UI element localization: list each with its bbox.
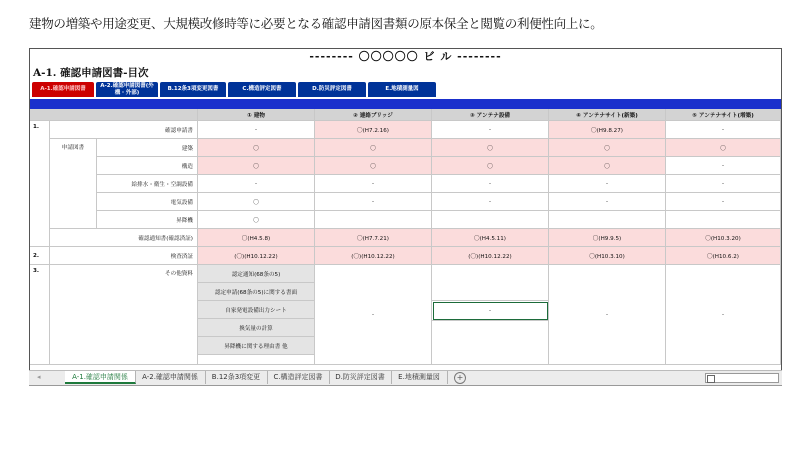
- nav-button-d[interactable]: D.防災評定図書: [298, 82, 366, 97]
- cell[interactable]: [315, 211, 432, 229]
- row-label-shokoki[interactable]: 昇降機: [97, 211, 198, 229]
- sheet-tab-b[interactable]: B.12条3項変更: [205, 371, 268, 384]
- section-number[interactable]: 3.: [30, 265, 50, 365]
- cell[interactable]: [432, 321, 549, 365]
- cell[interactable]: 〇: [432, 157, 549, 175]
- page-caption: 建物の増築や用途変更、大規模改修時等に必要となる確認申請図書類の原本保全と閲覧の利便性向上に。: [29, 16, 603, 31]
- cell[interactable]: 〇: [198, 211, 315, 229]
- column-header[interactable]: ① 建物: [198, 109, 315, 121]
- row-label-kyuhaisui[interactable]: 給排水・衛生・空調設備: [97, 175, 198, 193]
- cell[interactable]: 〇: [315, 139, 432, 157]
- cell[interactable]: (〇)(H10.12.22): [432, 247, 549, 265]
- cell[interactable]: 〇: [198, 139, 315, 157]
- section-number[interactable]: 2.: [30, 247, 50, 265]
- cell[interactable]: -: [666, 175, 781, 193]
- selected-cell[interactable]: -: [432, 301, 549, 321]
- nav-underline-bar: [30, 99, 781, 109]
- nav-button-e[interactable]: E.地積測量図: [368, 82, 436, 97]
- nav-button-a1[interactable]: A-1.確認申請図書: [32, 82, 94, 97]
- sheet-title: A-1. 確認申請図書-目次: [33, 67, 149, 79]
- tab-scroll-left-icon[interactable]: ◂: [37, 373, 41, 381]
- cell[interactable]: 〇: [666, 139, 781, 157]
- spreadsheet-window: [29, 48, 782, 386]
- row-label-denki[interactable]: 電気設備: [97, 193, 198, 211]
- cell[interactable]: 〇: [549, 157, 666, 175]
- cell[interactable]: 〇: [549, 139, 666, 157]
- sheet-tab-a1[interactable]: A-1.確認申請関係: [65, 371, 136, 384]
- column-header[interactable]: ④ アンテナサイト(新築): [549, 109, 666, 121]
- row-label-sonota[interactable]: その他資料: [50, 265, 198, 365]
- header-blank: [30, 109, 198, 121]
- cell[interactable]: 〇: [198, 193, 315, 211]
- cell[interactable]: 〇(H4.5.11): [432, 229, 549, 247]
- cell[interactable]: -: [666, 157, 781, 175]
- other-doc-item[interactable]: 昇降機に関する理由書 他: [198, 337, 315, 355]
- cell[interactable]: 〇(H9.9.5): [549, 229, 666, 247]
- cell[interactable]: -: [315, 193, 432, 211]
- sheet-tab-e[interactable]: E.地積測量図: [391, 371, 448, 384]
- other-doc-item[interactable]: 認定申請(68条の5)に関する書面: [198, 283, 315, 301]
- nav-button-b[interactable]: B.12条3項変更図書: [160, 82, 226, 97]
- cell[interactable]: 〇: [432, 139, 549, 157]
- cell[interactable]: 〇(H10.3.20): [666, 229, 781, 247]
- cell[interactable]: 〇(H7.7.21): [315, 229, 432, 247]
- cell[interactable]: -: [666, 193, 781, 211]
- cell[interactable]: -: [315, 175, 432, 193]
- cell[interactable]: (〇)(H10.12.22): [315, 247, 432, 265]
- cell[interactable]: (〇)(H10.12.22): [198, 247, 315, 265]
- cell[interactable]: -: [315, 265, 432, 365]
- section-number[interactable]: 1.: [30, 121, 50, 247]
- cell[interactable]: -: [432, 193, 549, 211]
- other-doc-item[interactable]: 認定通知(68条の5): [198, 265, 315, 283]
- row-label-kakunin[interactable]: 確認申請書: [50, 121, 198, 139]
- cell[interactable]: [549, 211, 666, 229]
- cell[interactable]: 〇(H4.5.8): [198, 229, 315, 247]
- row-label-kenchiku[interactable]: 建築: [97, 139, 198, 157]
- sheet-nav-buttons: [30, 81, 781, 99]
- cell[interactable]: 〇(H7.2.16): [315, 121, 432, 139]
- cell[interactable]: -: [432, 121, 549, 139]
- row-group-label[interactable]: 申請図書: [50, 139, 97, 229]
- nav-button-c[interactable]: C.構造評定図書: [228, 82, 296, 97]
- cell[interactable]: -: [549, 175, 666, 193]
- cell[interactable]: [432, 211, 549, 229]
- sheet-tab-d[interactable]: D.防災評定図書: [329, 371, 392, 384]
- nav-button-a2[interactable]: A-2.確認申請図書(外構・外部): [96, 82, 158, 97]
- sheet-tab-bar: [29, 370, 782, 386]
- cell[interactable]: 〇(H9.8.27): [549, 121, 666, 139]
- sheet-tab-a2[interactable]: A-2.確認申請関係: [135, 371, 206, 384]
- row-label-kensa[interactable]: 検査済証: [50, 247, 198, 265]
- column-header[interactable]: ③ アンテナ設備: [432, 109, 549, 121]
- cell[interactable]: 〇(H10.3.10): [549, 247, 666, 265]
- cell[interactable]: -: [198, 121, 315, 139]
- cell[interactable]: -: [549, 193, 666, 211]
- cell[interactable]: [198, 355, 315, 365]
- cell[interactable]: [432, 265, 549, 301]
- cell[interactable]: -: [432, 175, 549, 193]
- column-header[interactable]: ⑤ アンテナサイト(増築): [666, 109, 781, 121]
- other-doc-item[interactable]: 自家発電設備出力シート: [198, 301, 315, 319]
- row-label-tsuchi[interactable]: 確認通知書(確認済証): [50, 229, 198, 247]
- row-label-kozo[interactable]: 構造: [97, 157, 198, 175]
- horizontal-scrollbar[interactable]: [705, 373, 779, 383]
- other-doc-item[interactable]: 換気量の計算: [198, 319, 315, 337]
- cell[interactable]: [666, 211, 781, 229]
- cell[interactable]: -: [198, 175, 315, 193]
- cell[interactable]: -: [666, 121, 781, 139]
- index-table: [30, 109, 781, 385]
- sheet-tab-c[interactable]: C.構造評定図書: [267, 371, 330, 384]
- scroll-left-arrow-icon[interactable]: [707, 375, 715, 383]
- column-header[interactable]: ② 連絡ブリッジ: [315, 109, 432, 121]
- add-sheet-icon[interactable]: +: [454, 372, 466, 384]
- building-name-banner: -------- 〇〇〇〇〇 ビ ル --------: [309, 50, 502, 63]
- cell[interactable]: -: [666, 265, 781, 365]
- cell[interactable]: 〇: [198, 157, 315, 175]
- cell[interactable]: 〇: [315, 157, 432, 175]
- cell[interactable]: 〇(H10.6.2): [666, 247, 781, 265]
- cell[interactable]: -: [549, 265, 666, 365]
